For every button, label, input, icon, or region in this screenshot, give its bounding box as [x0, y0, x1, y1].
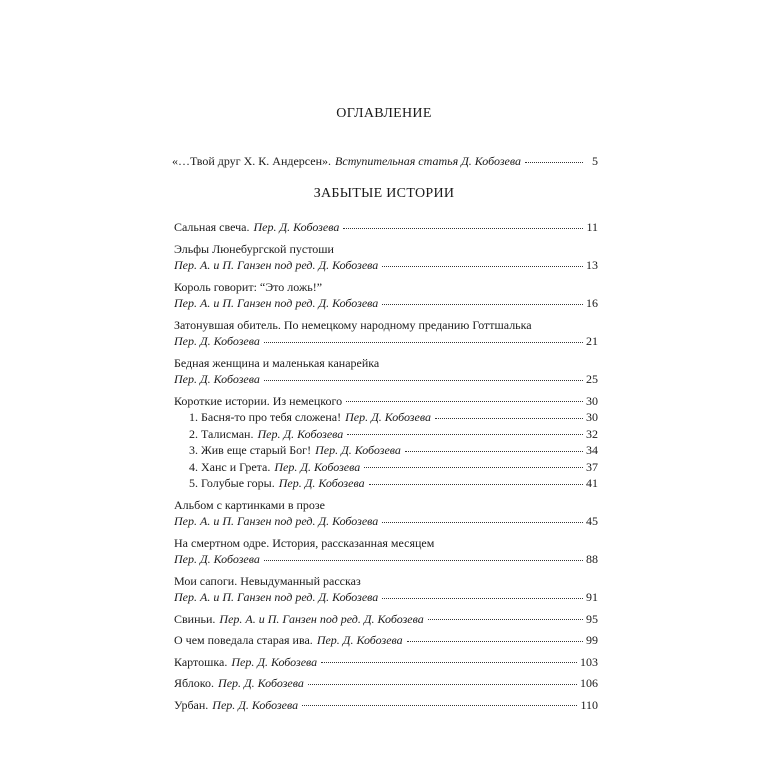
toc-line: [174, 257, 598, 274]
toc-entry: [174, 632, 598, 649]
entry-credit: Пер. Д. Кобозева: [257, 426, 344, 441]
toc-line: [174, 371, 598, 388]
toc-line: [174, 295, 598, 312]
toc-line: [174, 219, 598, 236]
entry-title: 1. Басня-то про тебя сложена!: [189, 410, 342, 424]
dot-leader: [264, 560, 583, 561]
toc-entry: [174, 355, 598, 388]
entry-credit: Пер. А. и П. Ганзен под ред. Д. Кобозева: [219, 611, 424, 626]
entry-title: Короткие истории. Из немецкого: [174, 393, 343, 408]
toc-entry: [174, 219, 598, 236]
toc-entry: [174, 535, 598, 568]
page-number: 34: [586, 443, 598, 457]
page-number: 32: [586, 426, 598, 441]
dot-leader: [264, 380, 583, 381]
page-number: 106: [580, 676, 598, 690]
page-number: 16: [586, 296, 598, 310]
dot-leader: [382, 304, 583, 305]
entry-title: Король говорит: “Это ложь!”: [174, 279, 323, 294]
toc-subentry: [174, 475, 598, 492]
page-number: 103: [580, 654, 598, 669]
entry-credit: Пер. Д. Кобозева: [345, 410, 431, 424]
toc-line: [174, 551, 598, 568]
page-number: 30: [586, 410, 598, 424]
entry-credit: Пер. Д. Кобозева: [316, 633, 403, 647]
page-number: 21: [586, 334, 598, 348]
toc-line: [174, 611, 598, 628]
entry-credit: Пер. А. и П. Ганзен под ред. Д. Кобозева: [174, 514, 379, 528]
page-number: 45: [586, 514, 598, 528]
entry-credit: Пер. А. и П. Ганзен под ред. Д. Кобозева: [174, 258, 379, 272]
entry-title: Урбан.: [174, 697, 209, 712]
entry-title: «…Твой друг Х. К. Андерсен».: [172, 154, 332, 168]
entry-title: Бедная женщина и маленькая канарейка: [174, 355, 380, 370]
table-of-contents: [174, 219, 598, 713]
page-number: 5: [592, 154, 598, 168]
entry-title: Картошка.: [174, 654, 228, 669]
entry-credit: Пер. Д. Кобозева: [174, 334, 260, 348]
toc-line: [174, 355, 598, 372]
dot-leader: [364, 467, 583, 468]
toc-subentry: [174, 459, 598, 476]
entry-title: На смертном одре. История, рассказанная месяцем: [174, 535, 435, 550]
entry-title: О чем поведала старая ива.: [174, 633, 313, 647]
toc-line: [174, 535, 598, 552]
dot-leader: [369, 484, 583, 485]
entry-credit: Пер. Д. Кобозева: [218, 676, 304, 690]
toc-subentry: [174, 442, 598, 459]
entry-credit: Пер. Д. Кобозева: [274, 459, 361, 474]
dot-leader: [435, 418, 583, 419]
dot-leader: [407, 641, 583, 642]
entry-title: 5. Голубые горы.: [189, 476, 275, 490]
entry-credit: Пер. Д. Кобозева: [253, 220, 340, 234]
toc-entry: [174, 611, 598, 628]
page-number: 110: [580, 697, 598, 712]
dot-leader: [308, 684, 577, 685]
page-number: 25: [586, 372, 598, 386]
page-number: 37: [586, 459, 598, 474]
entry-title: Эльфы Люнебургской пустоши: [174, 241, 334, 256]
dot-leader: [382, 266, 583, 267]
entry-title: Сальная свеча.: [174, 220, 250, 234]
toc-line: [174, 317, 598, 334]
toc-entry: [174, 697, 598, 714]
entry-credit: Пер. Д. Кобозева: [174, 372, 260, 386]
page-number: 95: [586, 611, 598, 626]
dot-leader: [346, 401, 583, 402]
dot-leader: [264, 342, 583, 343]
page-number: 41: [586, 476, 598, 490]
dot-leader: [343, 228, 583, 229]
page-number: 13: [586, 258, 598, 272]
page-number: 99: [586, 633, 598, 647]
section-heading: ЗАБЫТЫЕ ИСТОРИИ: [313, 186, 455, 201]
page-number: 91: [586, 590, 598, 604]
entry-title: Затонувшая обитель. По немецкому народному преданию Готтшалька: [174, 317, 532, 332]
entry-credit: Пер. А. и П. Ганзен под ред. Д. Кобозева: [174, 296, 379, 310]
entry-credit: Пер. Д. Кобозева: [212, 697, 299, 712]
entry-title: 3. Жив еще старый Бог!: [189, 443, 312, 457]
toc-line: [174, 632, 598, 649]
toc-line: [174, 279, 598, 296]
entry-title: 2. Талисман.: [189, 426, 254, 441]
dot-leader: [321, 662, 577, 663]
dot-leader: [382, 522, 583, 523]
dot-leader: [382, 598, 583, 599]
toc-line: [174, 497, 598, 514]
entry-title: 4. Ханс и Грета.: [189, 459, 271, 474]
entry-credit: Вступительная статья Д. Кобозева: [335, 154, 521, 168]
entry-credit: Пер. А. и П. Ганзен под ред. Д. Кобозева: [174, 590, 379, 604]
page-number: 88: [586, 552, 598, 566]
toc-line: [174, 573, 598, 590]
toc-entry: [174, 279, 598, 312]
dot-leader: [302, 705, 577, 706]
toc-line: [174, 654, 598, 671]
dot-leader: [525, 162, 583, 163]
entry-title: Яблоко.: [174, 676, 215, 690]
dot-leader: [347, 434, 583, 435]
toc-entry-group: [174, 393, 598, 492]
entry-title: Свиньи.: [174, 611, 216, 626]
toc-line: [174, 589, 598, 606]
dot-leader: [428, 619, 583, 620]
entry-credit: Пер. Д. Кобозева: [231, 654, 318, 669]
toc-line: [174, 393, 598, 410]
entry-credit: Пер. Д. Кобозева: [174, 552, 260, 566]
toc-line: [174, 675, 598, 692]
page-number: 30: [586, 393, 598, 408]
toc-line: [174, 333, 598, 350]
toc-line: [172, 153, 598, 170]
toc-entry: [174, 675, 598, 692]
dot-leader: [405, 451, 583, 452]
toc-line: [174, 241, 598, 258]
toc-subentry: [174, 426, 598, 443]
entry-title: Мои сапоги. Невыдуманный рассказ: [174, 573, 361, 588]
toc-entry: [174, 573, 598, 606]
toc-entry: [174, 497, 598, 530]
toc-subentry: [174, 409, 598, 426]
entry-credit: Пер. Д. Кобозева: [315, 443, 401, 457]
page-title: ОГЛАВЛЕНИЕ: [336, 106, 432, 121]
toc-intro-entry: [172, 153, 598, 170]
toc-entry: [174, 241, 598, 274]
page-number: 11: [586, 220, 598, 234]
toc-entry: [174, 317, 598, 350]
toc-entry: [174, 654, 598, 671]
entry-credit: Пер. Д. Кобозева: [278, 476, 365, 490]
entry-title: Альбом с картинками в прозе: [174, 497, 325, 512]
toc-line: [174, 697, 598, 714]
toc-line: [174, 513, 598, 530]
